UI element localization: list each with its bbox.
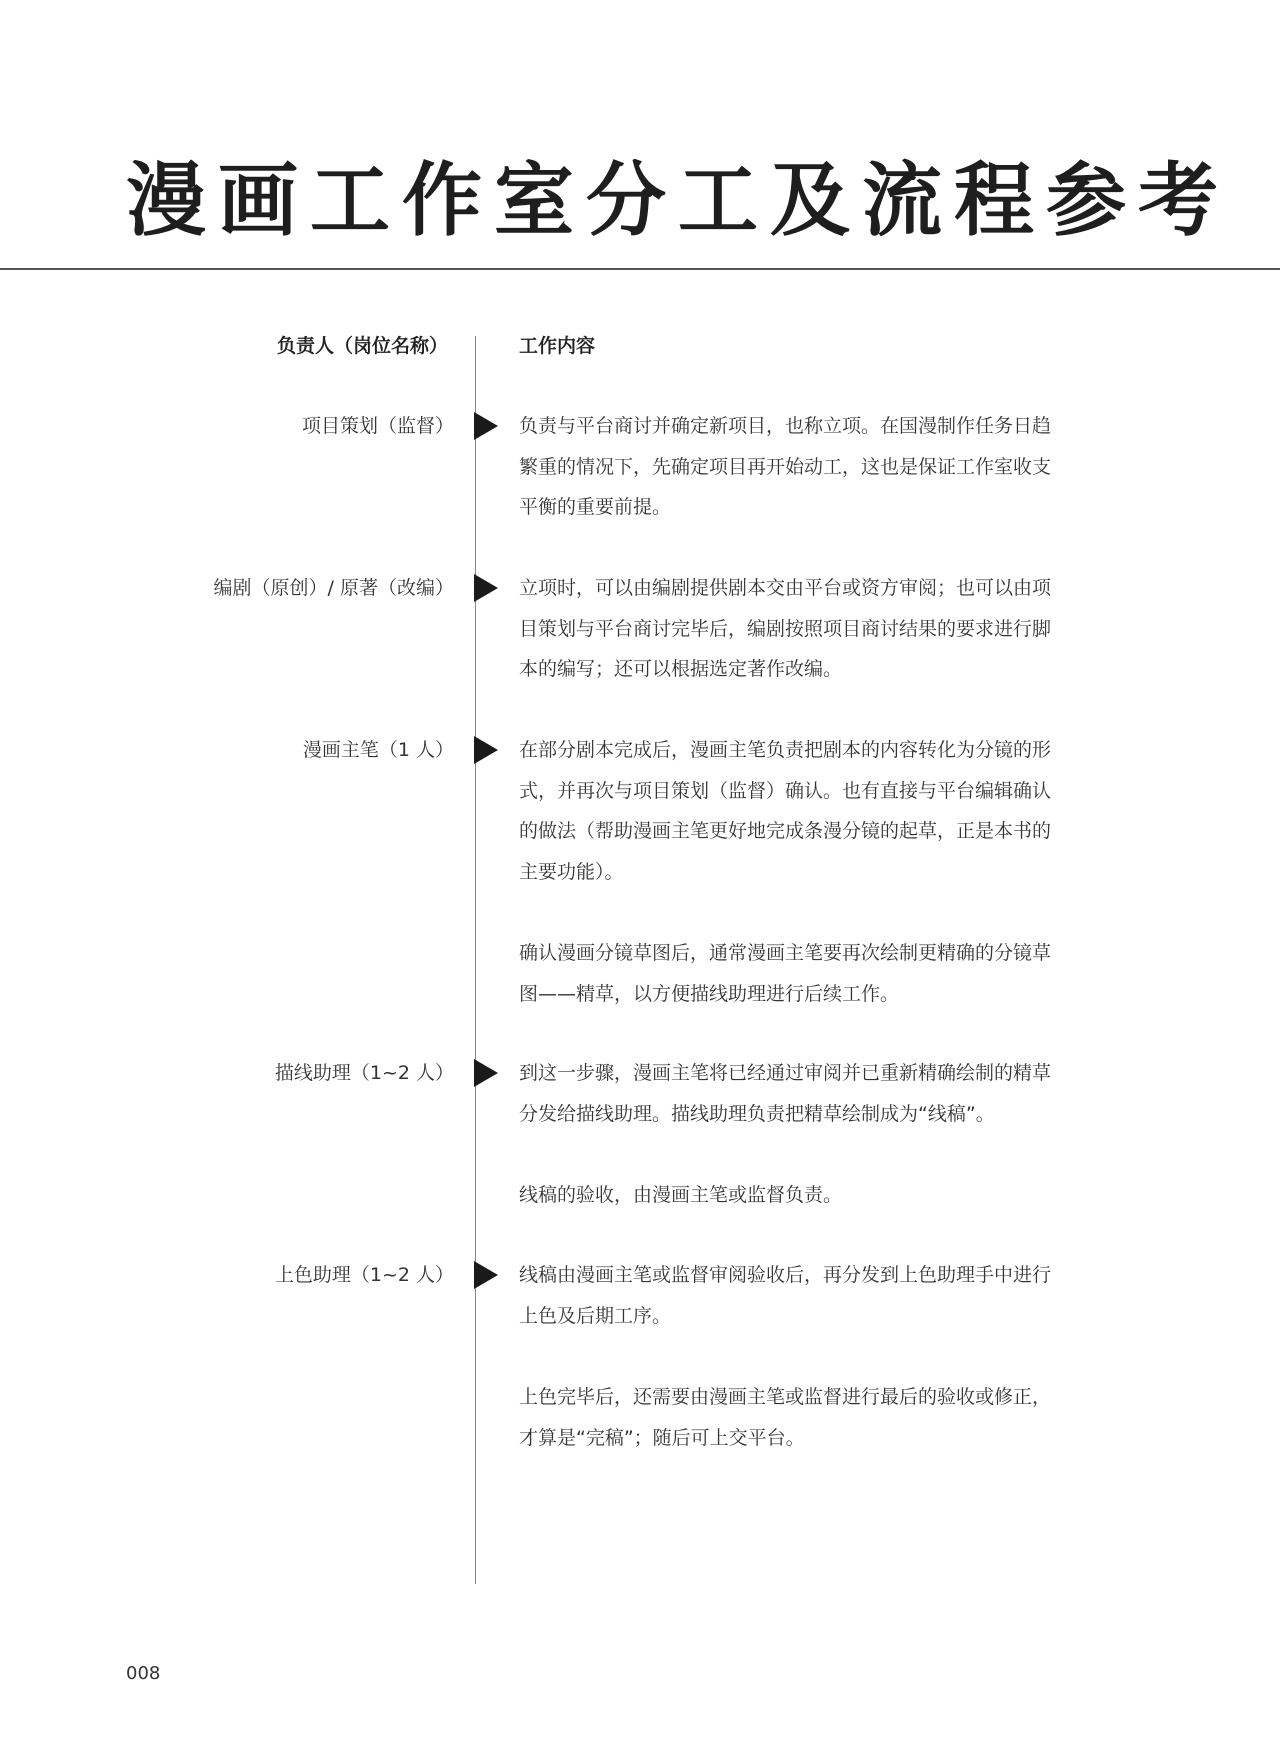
role-description: 负责与平台商讨并确定新项目，也称立项。在国漫制作任务日趋繁重的情况下，先确定项目再开始动工，这也是保证工作室收支平衡的重要前提。 [519, 415, 1052, 518]
column-header-content: 工作内容 [519, 335, 596, 357]
role-label: 描线助理（1~2 人） [274, 1062, 454, 1084]
role-description: 线稿的验收，由漫画主笔或监督负责。 [519, 1184, 843, 1206]
arrow-marker-icon [474, 736, 498, 764]
role-description: 线稿由漫画主笔或监督审阅验收后，再分发到上色助理手中进行上色及后期工序。 [519, 1264, 1052, 1327]
arrow-marker-icon [474, 1059, 498, 1087]
timeline-line [475, 336, 476, 1584]
page-title: 漫画工作室分工及流程参考 [126, 153, 1230, 247]
title-divider [0, 268, 1280, 270]
role-label: 编剧（原创）/ 原著（改编） [213, 577, 454, 599]
arrow-marker-icon [474, 574, 498, 602]
column-header-role: 负责人（岗位名称） [276, 335, 448, 357]
arrow-marker-icon [474, 1261, 498, 1289]
role-description: 立项时，可以由编剧提供剧本交由平台或资方审阅；也可以由项目策划与平台商讨完毕后，编剧按照项目商讨结果的要求进行脚本的编写；还可以根据选定著作改编。 [519, 577, 1052, 680]
page-number: 008 [126, 1663, 161, 1684]
role-label: 上色助理（1~2 人） [274, 1264, 454, 1286]
role-label: 漫画主笔（1 人） [302, 739, 454, 761]
role-description: 到这一步骤，漫画主笔将已经通过审阅并已重新精确绘制的精草分发给描线助理。描线助理负责把精草绘制成为“线稿”。 [519, 1062, 1052, 1125]
arrow-marker-icon [474, 412, 498, 440]
role-description: 在部分剧本完成后，漫画主笔负责把剧本的内容转化为分镜的形式，并再次与项目策划（监督）确认。也有直接与平台编辑确认的做法（帮助漫画主笔更好地完成条漫分镜的起草，正是本书的主要功能）。 [519, 739, 1052, 883]
role-description: 确认漫画分镜草图后，通常漫画主笔要再次绘制更精确的分镜草图——精草，以方便描线助理进行后续工作。 [519, 942, 1052, 1005]
role-description: 上色完毕后，还需要由漫画主笔或监督进行最后的验收或修正，才算是“完稿”；随后可上交平台。 [519, 1386, 1052, 1449]
role-label: 项目策划（监督） [301, 415, 454, 437]
